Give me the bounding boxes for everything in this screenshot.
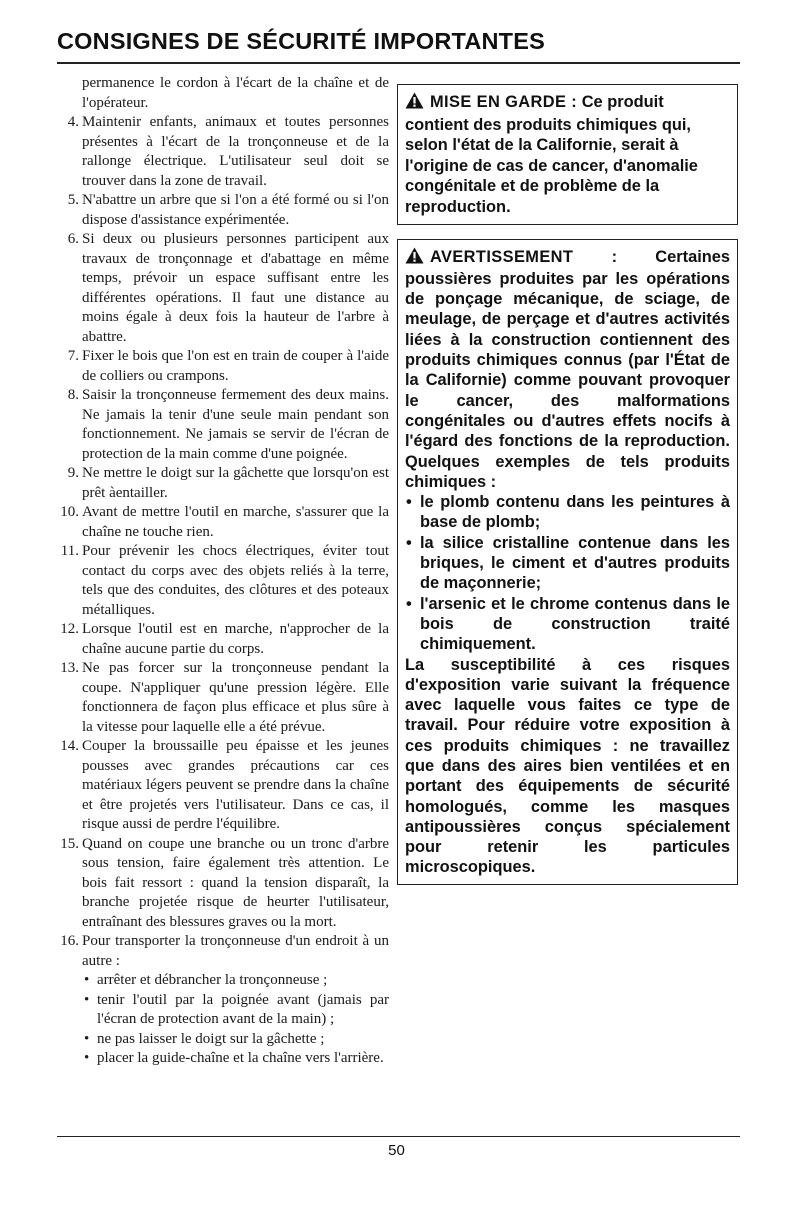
warning-triangle-icon (405, 92, 424, 115)
exposure-paragraph: La susceptibilité à ces risques d'exposition varie suivant la fréquence avec laquelle vous faites ce type de travail. Pour réduire votre exposition à ces produits chimiques : ne travaillez que dans des aires bien ventilées et en portant des équipements de sécurité homologués, comme les masques antipoussières conçus spécialement pour retenir les particules microscopiques. (405, 655, 730, 877)
list-item: • tenir l'outil par la poignée avant (jamais par l'écran de protection avant de la main) ; (82, 991, 389, 1030)
instruction-item (57, 113, 389, 191)
warning-signal-word: MISE EN GARDE : (430, 93, 578, 111)
list-item: • placer la guide-chaîne et la chaîne vers l'arrière. (82, 1049, 389, 1069)
instruction-item (57, 835, 389, 933)
item-number: 8. (67, 387, 79, 403)
continued-paragraph: permanence le cordon à l'écart de la chaîne et de l'opérateur. (82, 75, 389, 111)
instruction-item (57, 542, 389, 620)
instruction-item (57, 230, 389, 347)
instruction-item (57, 347, 389, 386)
transport-bullet-list (82, 971, 389, 1069)
caution-text: Certaines poussières produites par les opérations de ponçage mécanique, de sciage, de meulage, de perçage et d'autres activités liées à la construction contiennent des produits chimiques connus (par l'État de la Californie) comme pouvant provoquer le cancer, des malformations congénitales ou d'autres effets nocifs à l'égard des fonctions de la reproduction. Quelques exemples de tels produits chimiques : (405, 247, 730, 491)
item-number: 5. (67, 192, 79, 208)
item-text: Couper la broussaille peu épaisse et les jeunes pousses avec grandes précautions car ces matériaux légers peuvent se prendre dans la chaîne et être projetés vers l'utilisateur. Dans ce cas, il risque aussi de perdre l'équilibre. (82, 738, 389, 832)
list-item: • arrêter et débrancher la tronçonneuse ; (82, 971, 389, 991)
item-number: 13. (60, 660, 79, 676)
item-text: Si deux ou plusieurs personnes participent aux travaux de tronçonnage et d'abattage en même temps, prévoir un espace suffisant entre les différentes opérations. Il faut une distance au moins égale à deux fois la hauteur de l'arbre à abattre. (82, 231, 389, 345)
list-item: • la silice cristalline contenue dans les briques, le ciment et d'autres produits de maçonnerie; (405, 533, 730, 594)
item-text: Saisir la tronçonneuse fermement des deux mains. Ne jamais la tenir d'une seule main pendant son fonctionnement. Ne jamais se servir de l'écran de protection de la main comme d'une poignée. (82, 387, 389, 462)
item-text: Fixer le bois que l'on est en train de couper à l'aide de colliers ou crampons. (82, 348, 389, 384)
item-number: 16. (60, 933, 79, 949)
california-warning-box (397, 84, 738, 225)
item-number: 4. (67, 114, 79, 130)
item-number: 7. (67, 348, 79, 364)
item-number: 6. (67, 231, 79, 247)
warnings-column (397, 84, 738, 885)
item-number: 15. (60, 835, 79, 852)
page-title: CONSIGNES DE SÉCURITÉ IMPORTANTES (57, 28, 545, 54)
warning-paragraph (405, 92, 730, 218)
list-item: • le plomb contenu dans les peintures à base de plomb; (405, 492, 730, 533)
list-item: • l'arsenic et le chrome contenus dans le bois de construction traité chimiquement. (405, 594, 730, 655)
instruction-list (57, 113, 389, 1069)
page-number: 50 (388, 1142, 405, 1159)
instruction-item (57, 464, 389, 503)
item-text: Lorsque l'outil est en marche, n'approcher de la chaîne aucune partie du corps. (82, 621, 389, 657)
dust-warning-box (397, 239, 738, 885)
item-text: Ne pas forcer sur la tronçonneuse pendant la coupe. N'appliquer qu'une pression légère. Elle fonctionnera de façon plus efficace et plus sûre à la vitesse pour laquelle elle a été prévue. (82, 660, 389, 735)
item-number: 10. (60, 504, 79, 520)
instruction-item (57, 932, 389, 1069)
instruction-item (57, 737, 389, 835)
item-text: Quand on coupe une branche ou un tronc d'arbre sous tension, faire également très attention. Le bois fait ressort : quand la tension disparaît, la branche projetée risque de heurter l'utilisateur, entraînant des blessures graves ou la mort. (82, 835, 389, 930)
item-text: N'abattre un arbre que si l'on a été formé ou si l'on dispose d'assistance expérimentée. (82, 192, 389, 228)
header-rule (57, 62, 740, 64)
instruction-item (57, 191, 389, 230)
chemical-examples-list (405, 492, 730, 654)
item-number: 11. (60, 543, 79, 559)
item-text: Ne mettre le doigt sur la gâchette que lorsqu'on est prêt àentailler. (82, 465, 389, 501)
instruction-item (57, 620, 389, 659)
instruction-item (57, 386, 389, 464)
item-text: Pour prévenir les chocs électriques, éviter tout contact du corps avec des objets reliés à la terre, tels que des conduites, des clôtures et des poteaux métalliques. (82, 543, 389, 618)
warning-text: Ce produit contient des produits chimiques qui, selon l'état de la Californie, serait à l'origine de cas de cancer, d'anomalie congénitale et de problème de la reproduction. (405, 93, 698, 216)
caution-paragraph (405, 247, 730, 493)
instruction-item (57, 503, 389, 542)
caution-signal-word: AVERTISSEMENT : (430, 247, 618, 266)
footer-rule (57, 1136, 740, 1137)
item-text: Maintenir enfants, animaux et toutes personnes présentes à l'écart de la tronçonneuse et de la rallonge électrique. L'utilisateur seul doit se trouver dans la zone de travail. (82, 114, 389, 189)
item-text: Pour transporter la tronçonneuse d'un endroit à un autre : (82, 933, 389, 969)
item-number: 12. (60, 621, 79, 637)
item-number: 14. (60, 738, 79, 754)
instruction-item (57, 659, 389, 737)
safety-instructions-column (57, 74, 389, 1069)
item-text: Avant de mettre l'outil en marche, s'assurer que la chaîne ne touche rien. (82, 504, 389, 540)
list-item: • ne pas laisser le doigt sur la gâchette ; (82, 1030, 389, 1050)
item-number: 9. (67, 465, 79, 481)
warning-triangle-icon (405, 247, 424, 269)
